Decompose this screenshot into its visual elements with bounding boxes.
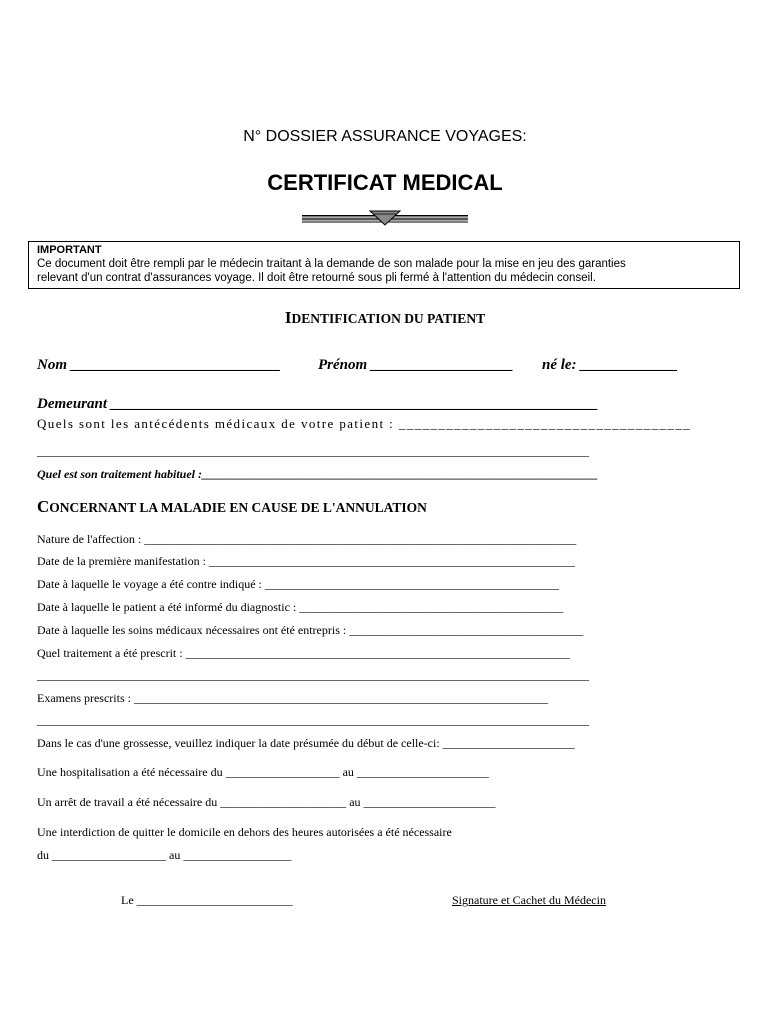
- home-confinement-dates-field[interactable]: du ___________________ au __________________: [37, 848, 292, 862]
- home-confinement-label: Une interdiction de quitter le domicile en dehors des heures autorisées a été nécessaire: [37, 825, 452, 839]
- care-started-date-field[interactable]: Date à laquelle les soins médicaux nécessaires ont été entrepris : _______________________________________: [37, 623, 584, 637]
- page-title: CERTIFICAT MEDICAL: [267, 170, 503, 195]
- medical-history-field[interactable]: Quels sont les antécédents médicaux de votre patient : _____________________________________: [37, 416, 692, 431]
- medical-history-continuation-line[interactable]: ____________________________________________________________________________________________: [37, 444, 589, 458]
- prescribed-exams-field[interactable]: Examens prescrits : _____________________________________________________________________: [37, 691, 548, 705]
- pregnancy-start-date-field[interactable]: Dans le cas d'une grossesse, veuillez indiquer la date présumée du début de celle-ci: ______________________: [37, 736, 575, 750]
- dossier-number-label: N° DOSSIER ASSURANCE VOYAGES:: [243, 128, 527, 145]
- title-divider-ornament: [302, 208, 468, 230]
- prescribed-treatment-continuation-line[interactable]: ____________________________________________________________________________________________: [37, 668, 589, 682]
- usual-treatment-field[interactable]: Quel est son traitement habituel :__________________________________________________________________: [37, 467, 599, 481]
- prenom-field[interactable]: Prénom ___________________: [318, 357, 514, 373]
- prescribed-treatment-field[interactable]: Quel traitement a été prescrit : ________________________________________________________________: [37, 646, 570, 660]
- important-text-line: relevant d'un contrat d'assurances voyage. Il doit être retourné sous pli fermé à l'attention du médecin conseil.: [37, 272, 596, 284]
- heading-initial: I: [284, 308, 292, 327]
- doctor-signature-label: Signature et Cachet du Médecin: [452, 893, 606, 907]
- prescribed-exams-continuation-line[interactable]: ____________________________________________________________________________________________: [37, 713, 589, 727]
- important-text-line: Ce document doit être rempli par le médecin traitant à la demande de son malade pour la mise en jeu des garanties: [37, 258, 626, 270]
- heading-rest: ONCERNANT LA MALADIE EN CAUSE DE L'ANNULATION: [49, 500, 427, 515]
- travel-contraindicated-date-field[interactable]: Date à laquelle le voyage a été contre indiqué : _________________________________________________: [37, 577, 559, 591]
- affection-nature-field[interactable]: Nature de l'affection : ________________________________________________________________________: [37, 532, 577, 546]
- place-date-field[interactable]: Le __________________________: [121, 893, 293, 907]
- sick-leave-dates-field[interactable]: Un arrêt de travail a été nécessaire du _____________________ au ______________________: [37, 795, 496, 809]
- address-field[interactable]: Demeurant _________________________________________________________________: [37, 396, 599, 412]
- heading-initial: C: [37, 497, 50, 516]
- important-title: IMPORTANT: [37, 244, 102, 256]
- nom-field[interactable]: Nom ____________________________: [37, 357, 281, 373]
- heading-rest: DENTIFICATION DU PATIENT: [291, 311, 486, 326]
- diagnosis-informed-date-field[interactable]: Date à laquelle le patient a été informé du diagnostic : ____________________________________________: [37, 600, 564, 614]
- section-heading-identification: [0, 308, 770, 328]
- date-of-birth-field[interactable]: né le: _____________: [542, 357, 678, 373]
- first-manifestation-date-field[interactable]: Date de la première manifestation : _____________________________________________________________: [37, 554, 575, 568]
- section-heading-illness: [37, 497, 427, 517]
- hospitalisation-dates-field[interactable]: Une hospitalisation a été nécessaire du ___________________ au ______________________: [37, 765, 489, 779]
